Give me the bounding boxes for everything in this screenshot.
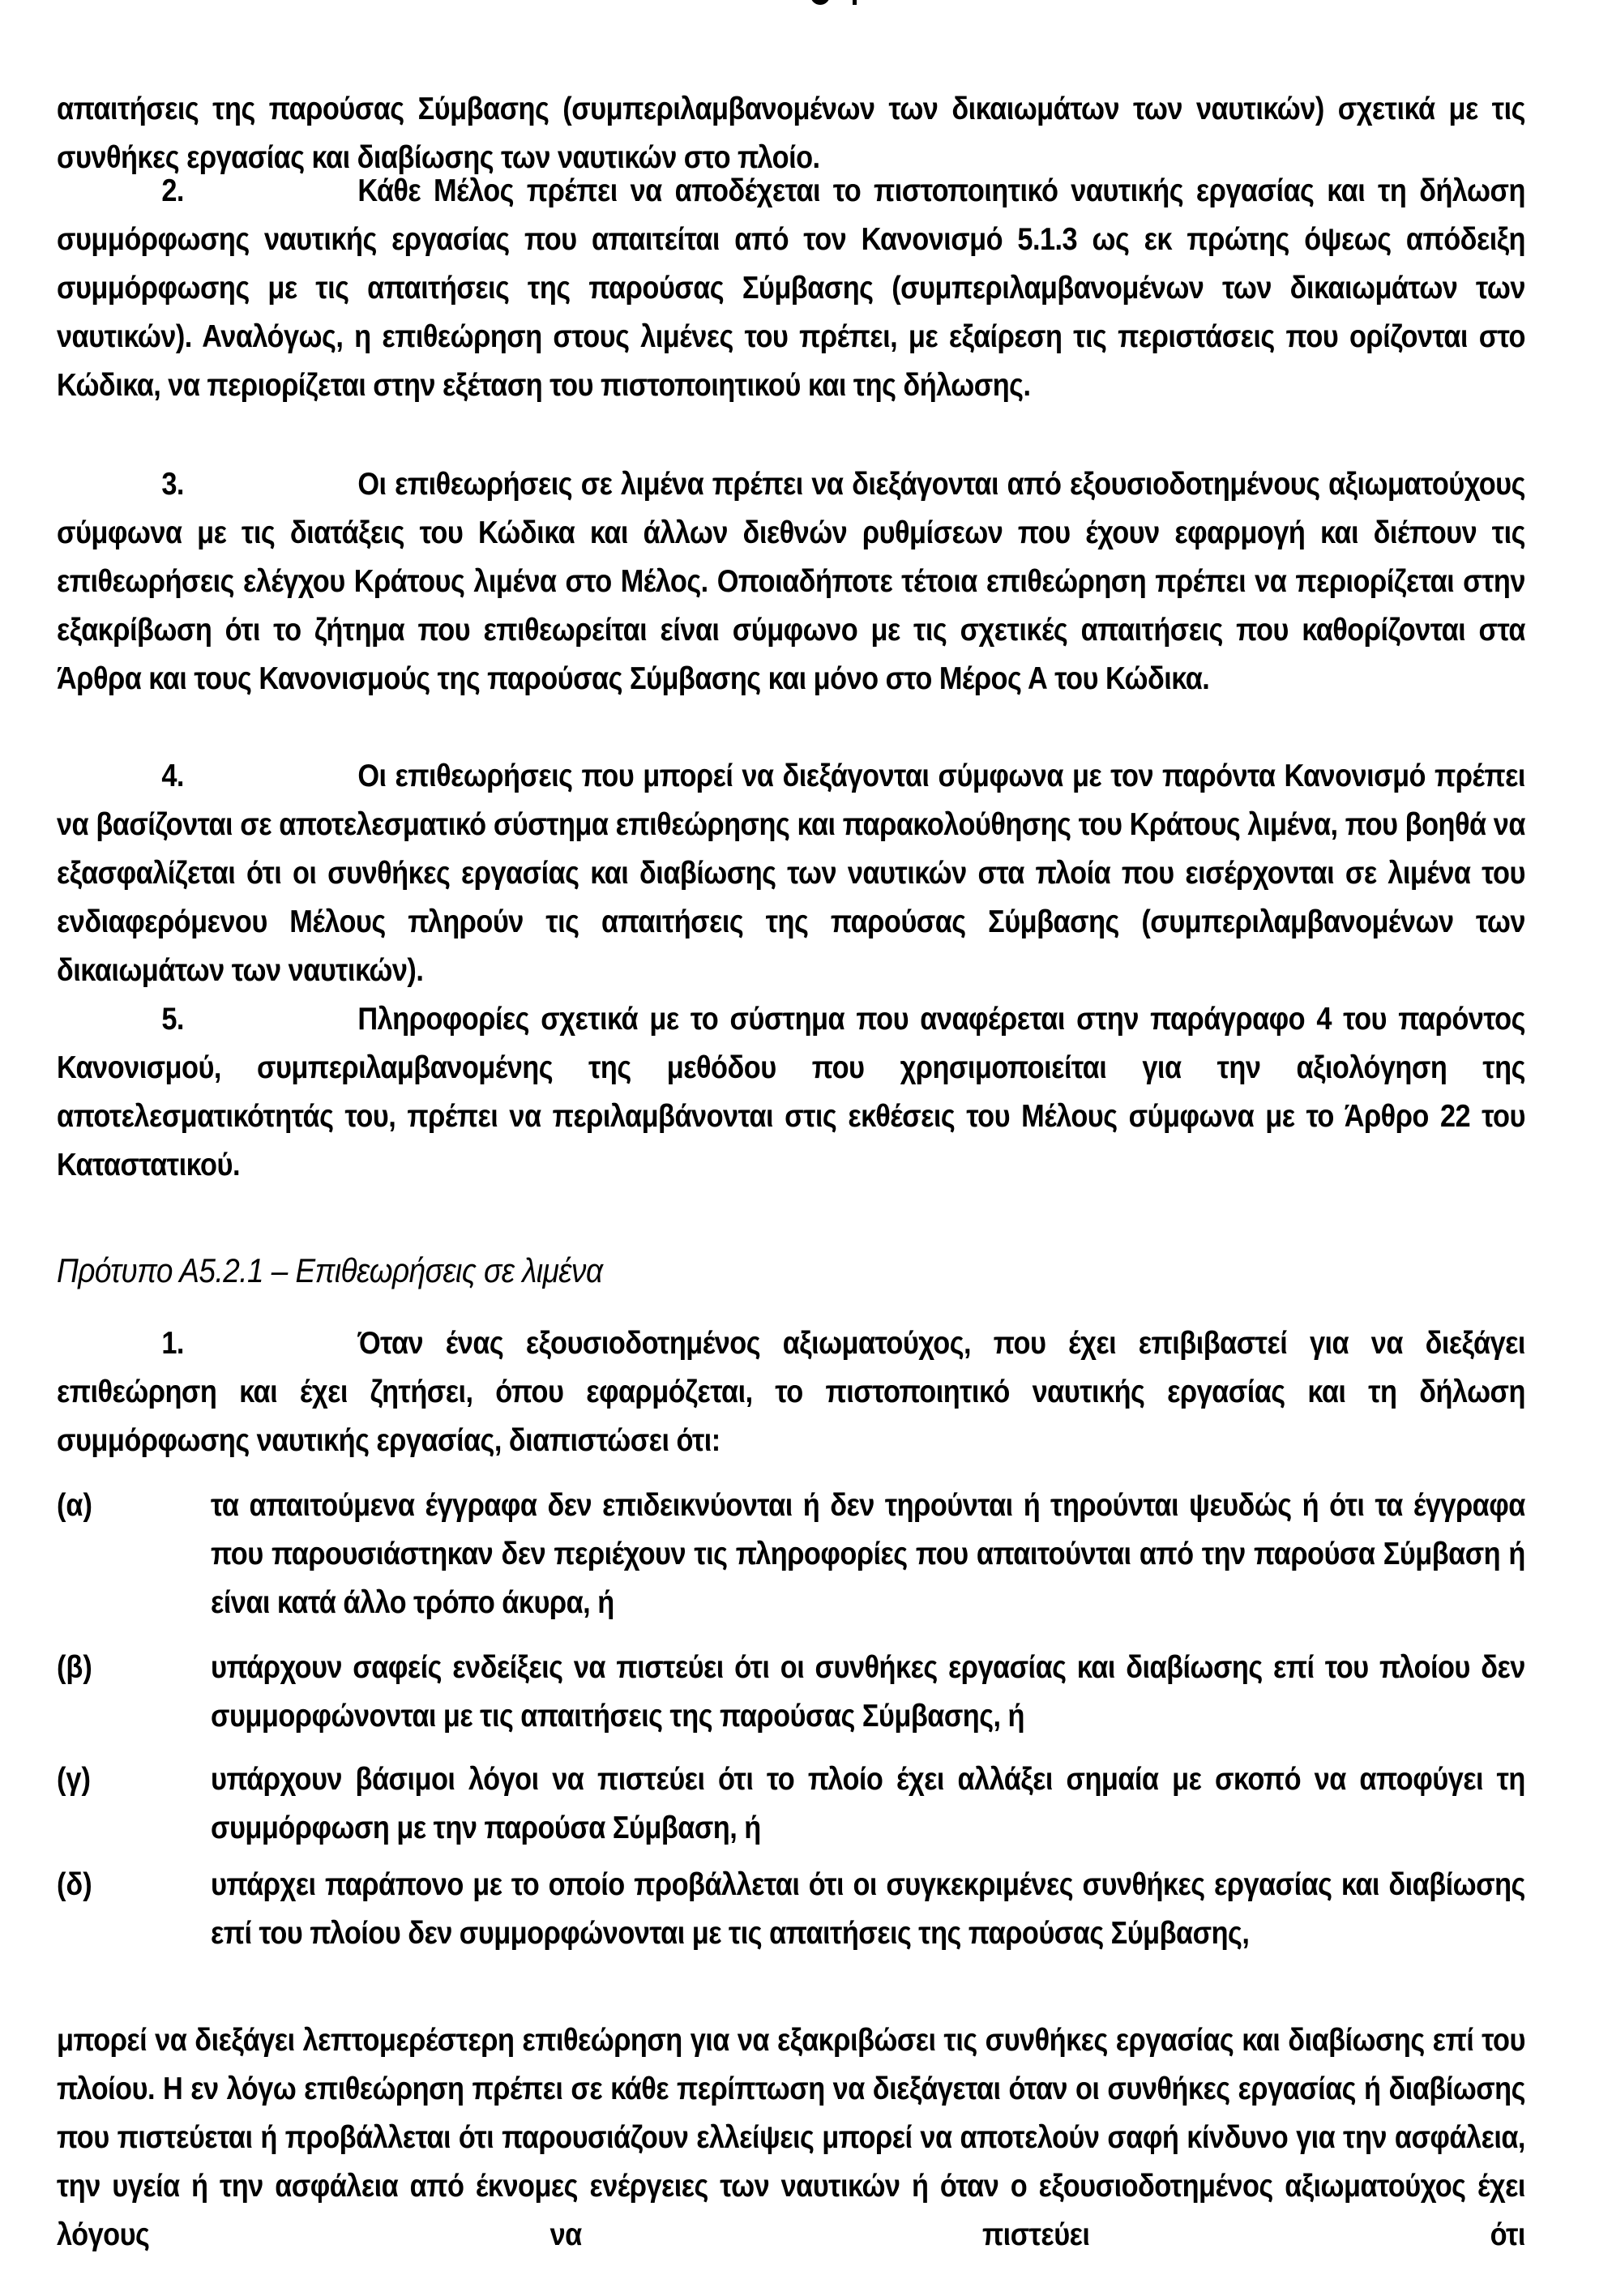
paragraph-3 [57,460,1612,703]
standard-title: Πρότυπο Α5.2.1 – Επιθεωρήσεις σε λιμένα [57,1251,603,1289]
paragraph-text: Κάθε Μέλος πρέπει να αποδέχεται το πιστοποιητικό ναυτικής εργασίας και τη δήλωση συμμόρφωσης ναυτικής εργασίας που απαιτείται από τον Κανονισμό 5.1.3 ως εκ πρώτης όψεως απόδειξη συμμόρφωσης με τις απαιτήσεις της παρούσας Σύμβασης (συμπεριλαμβανομένων των δικαιωμάτων των ναυτικών). Αναλόγως, η επιθεώρηση στους λιμένες του πρέπει, με εξαίρεση τις περιστάσεις που ορίζονται στο Κώδικα, να περιορίζεται στην εξέταση του πιστοποιητικού και της δήλωσης. [57,173,1525,403]
list-item-label: (α) [57,1488,92,1523]
list-item-text: υπάρχει παράπονο με το οποίο προβάλλεται ότι οι συγκεκριμένες συνθήκες εργασίας και διαβίωσης επί του πλοίου δεν συμμορφώνονται με τις απαιτήσεις της παρούσας Σύμβασης, [211,1867,1525,1951]
list-item-label: (δ) [57,1867,92,1902]
closing-text: μπορεί να διεξάγει λεπτομερέστερη επιθεώρηση για να εξακριβώσει τις συνθήκες εργασίας και διαβίωσης επί του πλοίου. Η εν λόγω επιθεώρηση πρέπει σε κάθε περίπτωση να διεξάγεται όταν οι συνθήκες εργασίας ή διαβίωσης που πιστεύεται ή προβάλλεται ότι παρουσιάζουν ελλείψεις μπορεί να αποτελούν σαφή κίνδυνο για την ασφάλεια, την υγεία ή την ασφάλεια από έκνομες ενέργειες των ναυτικών ή όταν ο εξουσιοδοτημένος αξιωματούχος έχει λόγους να πιστεύει ότι [57,2023,1525,2252]
paragraph-4 [57,752,1612,995]
list-item-text: τα απαιτούμενα έγγραφα δεν επιδεικνύονται ή δεν τηρούνται ή τηρούνται ψευδώς ή ότι τα έγγραφα που παρουσιάστηκαν δεν περιέχουν τις πληροφορίες που απαιτούνται από την παρούσα Σύμβαση ή είναι κατά άλλο τρόπο άκυρα, ή [211,1488,1525,1620]
paragraph-number: 1. [161,1326,184,1361]
paragraph-number: 4. [161,759,184,793]
paragraph-text: Οι επιθεωρήσεις που μπορεί να διεξάγονται σύμφωνα με τον παρόντα Κανονισμό πρέπει να βασίζονται σε αποτελεσματικό σύστημα επιθεώρησης και παρακολούθησης του Κράτους λιμένα, που βοηθά να εξασφαλίζεται ότι οι συνθήκες εργασίας και διαβίωσης των ναυτικών στα πλοία που εισέρχονται σε λιμένα του ενδιαφερόμενου Μέλους πληρούν τις απαιτήσεις της παρούσας Σύμβασης (συμπεριλαμβανομένων των δικαιωμάτων των ναυτικών). [57,759,1525,988]
list-item-label: (γ) [57,1762,91,1797]
section-heading [57,1246,1612,1295]
closing-paragraph [57,2016,1612,2260]
list-item-text: υπάρχουν βάσιμοι λόγοι να πιστεύει ότι το πλοίο έχει αλλάξει σημαία με σκοπό να αποφύγει τη συμμόρφωση με την παρούσα Σύμβαση, ή [211,1762,1525,1845]
intro-text: απαιτήσεις της παρούσας Σύμβασης (συμπεριλαμβανομένων των δικαιωμάτων των ναυτικών) σχετικά με τις συνθήκες εργασίας και διαβίωσης των ναυτικών στο πλοίο. [57,92,1525,175]
paragraph-2 [57,167,1612,410]
list-item-label: (β) [57,1650,92,1685]
page-header-fragment-mark [853,0,857,5]
paragraph-number: 2. [161,173,184,208]
paragraph-number: 5. [161,1002,184,1037]
page-header-fragment [810,0,830,5]
standard-paragraph-1 [57,1319,1612,1465]
paragraph-text: Πληροφορίες σχετικά με το σύστημα που αναφέρεται στην παράγραφο 4 του παρόντος Κανονισμού, συμπεριλαμβανομένης της μεθόδου που χρησιμοποιείται για την αξιολόγηση της αποτελεσματικότητάς του, πρέπει να περιλαμβάνονται στις εκθέσεις του Μέλους σύμφωνα με το Άρθρο 22 του Καταστατικού. [57,1002,1525,1182]
paragraph-text: Οι επιθεωρήσεις σε λιμένα πρέπει να διεξάγονται από εξουσιοδοτημένους αξιωματούχους σύμφωνα με τις διατάξεις του Κώδικα και άλλων διεθνών ρυθμίσεων που έχουν εφαρμογή και διέπουν τις επιθεωρήσεις ελέγχου Κράτους λιμένα στο Μέλος. Οποιαδήποτε τέτοια επιθεώρηση πρέπει να περιορίζεται στην εξακρίβωση ότι το ζήτημα που επιθεωρείται είναι σύμφωνο με τις σχετικές απαιτήσεις που καθορίζονται στα Άρθρα και τους Κανονισμούς της παρούσας Σύμβασης και μόνο στο Μέρος Α του Κώδικα. [57,467,1525,696]
paragraph-number: 3. [161,467,184,502]
list-item-text: υπάρχουν σαφείς ενδείξεις να πιστεύει ότι οι συνθήκες εργασίας και διαβίωσης επί του πλοίου δεν συμμορφώνονται με τις απαιτήσεις της παρούσας Σύμβασης, ή [211,1650,1525,1734]
paragraph-text: Όταν ένας εξουσιοδοτημένος αξιωματούχος, που έχει επιβιβαστεί για να διεξάγει επιθεώρηση και έχει ζητήσει, όπου εφαρμόζεται, το πιστοποιητικό ναυτικής εργασίας και τη δήλωση συμμόρφωσης ναυτικής εργασίας, διαπιστώσει ότι: [57,1326,1525,1458]
paragraph-5 [57,995,1612,1190]
